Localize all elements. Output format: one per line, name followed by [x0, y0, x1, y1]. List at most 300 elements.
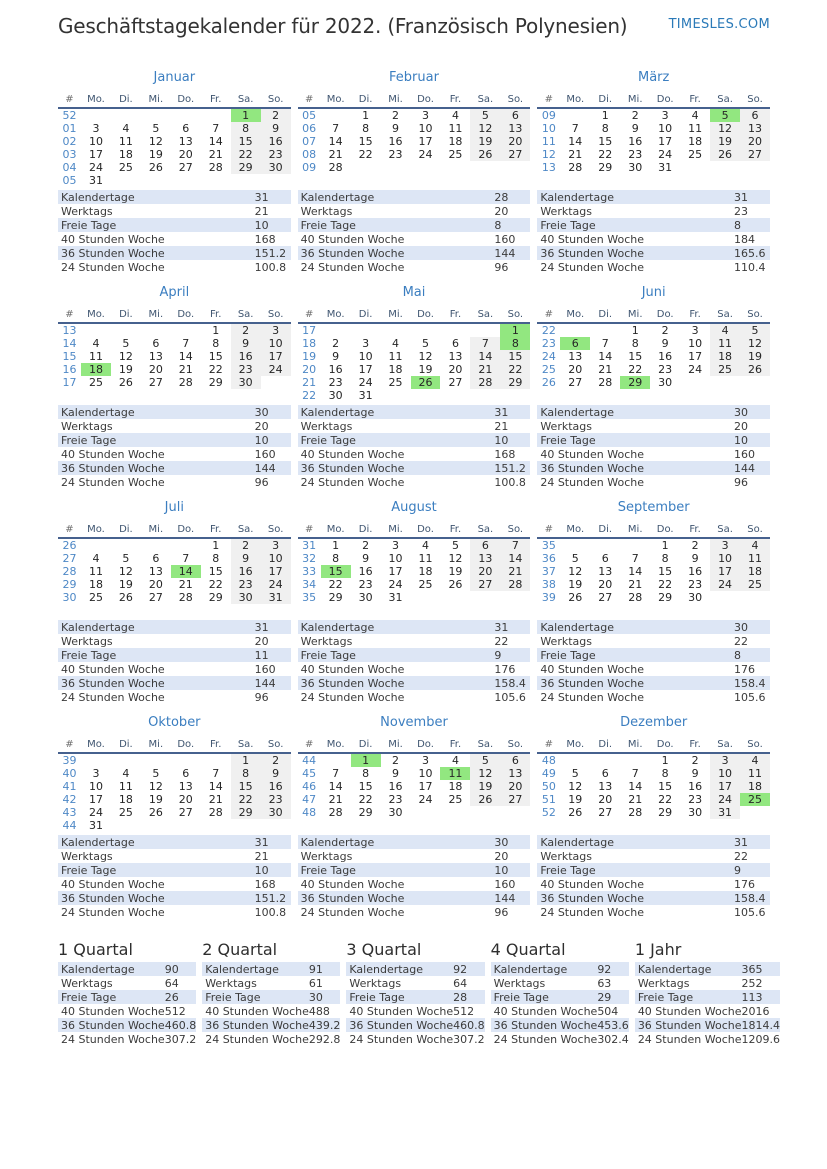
week-number: 46	[302, 780, 317, 793]
calendar-week-row	[58, 793, 291, 806]
day-cell: 6	[500, 108, 530, 122]
day-header: Mo.	[321, 524, 351, 538]
day-cell: 29	[500, 376, 530, 389]
week-number: 15	[62, 350, 77, 363]
stat-value: 105.6	[494, 690, 526, 704]
week-number: 01	[62, 122, 77, 135]
stat-value: 512	[164, 1004, 186, 1018]
stats-row	[537, 620, 770, 634]
day-header: Di.	[351, 524, 381, 538]
day-header: Do.	[171, 309, 201, 323]
week-number: 09	[302, 161, 317, 174]
stat-label: Freie Tage	[300, 648, 356, 662]
day-cell	[680, 376, 710, 389]
day-cell: 21	[598, 363, 613, 376]
month-juli	[58, 500, 291, 704]
stat-label: 24 Stunden Woche	[61, 1032, 165, 1046]
day-cell	[201, 108, 231, 122]
stat-label: 40 Stunden Woche	[349, 1004, 454, 1018]
day-header: Do.	[650, 524, 680, 538]
day-cell: 26	[710, 148, 740, 161]
stat-label: Werktags	[300, 204, 353, 218]
site-link[interactable]: TIMESLES.COM	[668, 17, 770, 32]
day-header: Mi.	[620, 309, 650, 323]
day-cell: 16	[231, 565, 261, 578]
stat-label: Freie Tage	[61, 648, 117, 662]
month-title: November	[380, 715, 448, 730]
calendar-header-row	[58, 739, 291, 753]
week-column-header: #	[537, 94, 560, 108]
calendar-table	[537, 309, 770, 389]
calendar-week-row	[298, 108, 531, 122]
stat-value: 64	[164, 976, 179, 990]
day-cell	[111, 538, 141, 552]
day-cell	[261, 376, 291, 389]
week-column-header: #	[298, 524, 321, 538]
stats-row	[58, 1032, 196, 1046]
week-number: 34	[302, 578, 317, 591]
day-cell: 1	[332, 539, 340, 552]
stats-row	[58, 891, 291, 905]
calendar	[298, 524, 531, 620]
day-cell: 16	[261, 135, 291, 148]
day-header: Di.	[111, 309, 141, 323]
day-cell	[411, 389, 441, 402]
stats-row	[537, 849, 770, 863]
day-cell: 7	[332, 122, 340, 135]
day-cell: 12	[740, 337, 770, 350]
day-cell	[201, 753, 231, 767]
day-cell: 30	[231, 376, 261, 389]
stats-row	[346, 1018, 484, 1032]
summary-title: 1 Quartal	[58, 940, 133, 959]
week-number: 48	[302, 806, 317, 819]
stat-value: 31	[254, 620, 269, 634]
stats-row	[202, 976, 340, 990]
stat-label: 24 Stunden Woche	[540, 260, 645, 274]
stats-row	[58, 648, 291, 662]
day-cell: 26	[448, 578, 463, 591]
stat-label: 24 Stunden Woche	[349, 1032, 454, 1046]
day-cell: 23	[688, 578, 703, 591]
month-title: Mai	[402, 285, 426, 300]
stat-value: 512	[453, 1004, 475, 1018]
day-cell: 30	[231, 591, 261, 604]
stat-value: 144	[734, 461, 755, 475]
day-header: So.	[740, 739, 770, 753]
day-cell: 9	[691, 552, 699, 565]
stat-label: Freie Tage	[540, 433, 596, 447]
day-cell: 2	[392, 109, 400, 122]
stats-table	[298, 190, 531, 274]
day-cell	[381, 323, 411, 337]
stat-value: 176	[734, 877, 755, 891]
day-cell: 14	[598, 350, 613, 363]
day-cell	[710, 376, 740, 389]
day-cell: 25	[88, 591, 103, 604]
stats-row	[58, 1018, 196, 1032]
calendar-week-row	[298, 161, 531, 174]
week-number: 09	[541, 109, 556, 122]
day-cell: 5	[152, 122, 160, 135]
day-cell: 8	[212, 552, 220, 565]
stats-row	[58, 962, 196, 976]
day-cell: 1	[601, 109, 609, 122]
day-header: Mi.	[141, 739, 171, 753]
day-cell: 22	[328, 578, 343, 591]
stat-label: 40 Stunden Woche	[300, 232, 405, 246]
day-cell: 7	[631, 552, 639, 565]
day-cell: 10	[710, 552, 740, 565]
day-header: Sa.	[231, 94, 261, 108]
day-cell: 11	[710, 337, 740, 350]
week-number: 07	[302, 135, 317, 148]
stats-row	[58, 863, 291, 877]
holiday-day-cell: 1	[231, 108, 261, 122]
stats-table	[346, 962, 484, 1046]
day-cell: 4	[122, 767, 130, 780]
week-column-header: #	[537, 739, 560, 753]
day-cell	[590, 753, 620, 767]
day-cell: 20	[598, 793, 613, 806]
stat-value: 30	[254, 405, 269, 419]
calendar-header-row	[58, 524, 291, 538]
stats-row	[58, 634, 291, 648]
day-cell: 21	[208, 793, 223, 806]
day-cell: 3	[710, 753, 740, 767]
stat-value: 460.8	[453, 1018, 485, 1032]
stats-row	[298, 433, 531, 447]
day-cell: 12	[470, 122, 500, 135]
stat-label: Werktags	[540, 419, 592, 433]
day-cell	[111, 323, 141, 337]
stat-value: 105.6	[734, 690, 766, 704]
stat-label: 36 Stunden Woche	[637, 1018, 742, 1032]
day-cell	[470, 389, 500, 402]
day-cell	[440, 591, 470, 604]
stat-value: 96	[254, 690, 269, 704]
day-cell: 19	[118, 363, 133, 376]
day-cell: 13	[470, 552, 500, 565]
day-cell: 9	[261, 122, 291, 135]
day-cell: 15	[358, 780, 373, 793]
day-cell: 21	[500, 565, 530, 578]
week-number: 17	[302, 324, 317, 337]
stat-label: Kalendertage	[300, 620, 375, 634]
day-cell	[171, 108, 201, 122]
stats-table	[58, 190, 291, 274]
stats-row	[635, 976, 780, 990]
day-cell: 21	[628, 578, 643, 591]
calendar-week-row	[298, 552, 531, 565]
day-cell: 9	[332, 350, 340, 363]
day-cell: 30	[261, 806, 291, 819]
stats-row	[635, 990, 780, 1004]
day-cell: 9	[362, 552, 370, 565]
day-cell: 8	[332, 552, 340, 565]
calendar-week-row	[58, 135, 291, 148]
stats-table	[58, 835, 291, 919]
day-cell: 17	[418, 135, 433, 148]
day-cell: 15	[208, 350, 223, 363]
week-number: 24	[541, 350, 556, 363]
month-title: Oktober	[148, 715, 201, 730]
holiday-day-cell: 1	[351, 753, 381, 767]
day-cell	[141, 753, 171, 767]
day-cell: 28	[328, 806, 343, 819]
calendar-week-row	[58, 108, 291, 122]
day-cell: 8	[362, 767, 370, 780]
month-title: Dezember	[620, 715, 688, 730]
day-cell: 4	[122, 122, 130, 135]
day-cell: 16	[688, 780, 703, 793]
day-cell: 19	[148, 148, 163, 161]
holiday-day-cell: 14	[171, 565, 201, 578]
stat-value: 113	[741, 990, 763, 1004]
day-cell: 27	[178, 806, 193, 819]
stat-value: 151.2	[254, 891, 287, 905]
stat-value: 20	[254, 634, 269, 648]
stat-value: 151.2	[254, 246, 287, 260]
day-cell	[321, 753, 351, 767]
week-number: 17	[62, 376, 77, 389]
holiday-day-cell: 1	[500, 323, 530, 337]
stat-label: 24 Stunden Woche	[493, 1032, 598, 1046]
day-cell: 19	[740, 350, 770, 363]
week-number: 11	[541, 135, 556, 148]
day-cell: 25	[118, 806, 133, 819]
stat-label: 36 Stunden Woche	[61, 246, 165, 260]
day-header: Fr.	[440, 739, 470, 753]
week-number: 27	[62, 552, 77, 565]
stat-value: 158.4	[734, 676, 766, 690]
stat-value: 2016	[741, 1004, 770, 1018]
day-cell	[411, 323, 441, 337]
day-header: Do.	[411, 739, 441, 753]
day-cell: 8	[231, 122, 261, 135]
week-number: 19	[302, 350, 317, 363]
day-cell: 17	[88, 793, 103, 806]
day-cell: 14	[328, 780, 343, 793]
day-cell: 3	[392, 539, 400, 552]
day-header: Mo.	[560, 524, 590, 538]
day-cell: 22	[658, 793, 673, 806]
week-number: 22	[302, 389, 317, 402]
day-cell: 25	[388, 376, 403, 389]
stat-value: 8	[734, 648, 741, 662]
stats-table	[202, 962, 340, 1046]
stat-value: 504	[597, 1004, 619, 1018]
stats-row	[537, 405, 770, 419]
stat-label: Kalendertage	[349, 962, 424, 976]
day-cell: 9	[231, 552, 261, 565]
stat-label: 40 Stunden Woche	[61, 1004, 165, 1018]
day-cell: 17	[388, 565, 403, 578]
calendar-week-row	[298, 578, 531, 591]
day-cell: 21	[328, 148, 343, 161]
summary-title: 4 Quartal	[490, 940, 566, 959]
day-cell	[740, 591, 770, 604]
day-cell: 19	[710, 135, 740, 148]
month-title: Juli	[164, 500, 184, 515]
day-cell: 29	[231, 161, 261, 174]
stats-row	[298, 218, 531, 232]
calendar-week-row	[58, 161, 291, 174]
calendar-week-row	[58, 819, 291, 832]
calendar-week-row	[537, 148, 770, 161]
day-cell	[740, 376, 770, 389]
week-number: 41	[62, 780, 77, 793]
day-cell: 8	[231, 767, 261, 780]
day-cell: 26	[568, 806, 583, 819]
week-number: 43	[62, 806, 77, 819]
day-cell: 13	[448, 350, 463, 363]
day-cell: 21	[178, 578, 193, 591]
day-cell: 20	[178, 148, 193, 161]
day-cell	[81, 108, 111, 122]
week-number: 48	[541, 754, 556, 767]
stats-table	[298, 835, 531, 919]
stat-label: 24 Stunden Woche	[540, 905, 645, 919]
day-cell	[171, 753, 201, 767]
week-number: 03	[62, 148, 77, 161]
stats-row	[58, 260, 291, 274]
day-cell: 13	[598, 780, 613, 793]
stats-row	[537, 662, 770, 676]
stats-row	[58, 905, 291, 919]
day-header: So.	[261, 524, 291, 538]
day-cell	[381, 389, 411, 402]
week-number: 30	[62, 591, 77, 604]
day-header: Fr.	[680, 739, 710, 753]
day-header: Sa.	[231, 309, 261, 323]
stat-value: 9	[494, 648, 502, 662]
day-cell: 12	[118, 350, 133, 363]
week-number: 31	[302, 539, 317, 552]
day-cell: 15	[658, 780, 673, 793]
day-cell: 5	[122, 337, 130, 350]
stat-value: 10	[254, 218, 269, 232]
calendar-week-row	[537, 323, 770, 337]
day-cell	[500, 591, 530, 604]
stats-row	[491, 976, 629, 990]
stats-row	[58, 447, 291, 461]
week-number: 05	[302, 109, 317, 122]
day-cell: 29	[208, 591, 223, 604]
stat-label: Freie Tage	[493, 990, 549, 1004]
stats-row	[58, 475, 291, 489]
calendar-week-row	[537, 161, 770, 174]
stats-row	[298, 620, 531, 634]
calendar-week-row	[298, 591, 531, 604]
day-cell: 18	[710, 350, 740, 363]
day-cell: 26	[148, 161, 163, 174]
calendar-week-row	[58, 337, 291, 350]
calendar-table	[58, 309, 291, 389]
day-cell: 26	[568, 591, 583, 604]
day-cell: 13	[178, 135, 193, 148]
day-cell: 15	[231, 135, 261, 148]
day-cell: 16	[658, 350, 673, 363]
calendar-week-row	[537, 363, 770, 376]
stats-row	[58, 1004, 196, 1018]
stats-row	[58, 190, 291, 204]
stats-row	[537, 260, 770, 274]
day-cell: 24	[710, 793, 740, 806]
day-cell: 31	[88, 819, 103, 832]
day-cell: 18	[740, 565, 770, 578]
stat-label: Freie Tage	[300, 863, 356, 877]
stat-label: Kalendertage	[61, 835, 135, 849]
stat-label: Werktags	[61, 204, 113, 218]
stat-label: Werktags	[540, 634, 592, 648]
day-header: Mo.	[81, 94, 111, 108]
day-cell	[470, 591, 500, 604]
stat-value: 488	[308, 1004, 330, 1018]
stats-row	[58, 246, 291, 260]
calendar-week-row	[58, 806, 291, 819]
calendar-week-row	[537, 753, 770, 767]
day-cell: 26	[740, 363, 770, 376]
stats-row	[298, 190, 531, 204]
day-cell: 12	[148, 780, 163, 793]
month-title: August	[391, 500, 437, 515]
day-cell: 2	[362, 539, 370, 552]
day-cell: 18	[448, 780, 463, 793]
day-header: Sa.	[470, 309, 500, 323]
week-number: 28	[62, 565, 77, 578]
stat-label: 36 Stunden Woche	[540, 676, 645, 690]
calendar	[58, 94, 291, 190]
stats-row	[58, 433, 291, 447]
stat-label: 40 Stunden Woche	[540, 662, 645, 676]
day-cell: 30	[261, 161, 291, 174]
stat-value: 31	[254, 835, 269, 849]
stat-value: 20	[254, 419, 269, 433]
day-cell: 23	[231, 363, 261, 376]
day-cell: 17	[261, 350, 291, 363]
stats-table	[298, 405, 531, 489]
calendar-header-row	[58, 94, 291, 108]
stat-label: Werktags	[61, 634, 113, 648]
day-header: Sa.	[470, 524, 500, 538]
week-number: 21	[302, 376, 317, 389]
day-cell: 27	[178, 161, 193, 174]
day-header: Do.	[411, 524, 441, 538]
day-cell: 9	[261, 767, 291, 780]
holiday-day-cell: 25	[740, 793, 770, 806]
day-header: Di.	[111, 524, 141, 538]
day-cell: 12	[448, 552, 463, 565]
stat-value: 1814.4	[741, 1018, 781, 1032]
day-cell	[710, 591, 740, 604]
day-header: Sa.	[470, 94, 500, 108]
stat-value: 31	[734, 835, 748, 849]
day-cell: 29	[358, 806, 373, 819]
day-cell: 6	[601, 767, 609, 780]
day-cell: 22	[208, 578, 223, 591]
day-cell: 22	[500, 363, 530, 376]
stat-label: 36 Stunden Woche	[349, 1018, 454, 1032]
day-cell: 1	[212, 324, 220, 337]
day-cell: 27	[500, 793, 530, 806]
day-cell: 18	[88, 578, 103, 591]
day-header: Di.	[351, 739, 381, 753]
day-cell: 25	[118, 161, 133, 174]
day-cell: 18	[448, 135, 463, 148]
day-cell: 15	[231, 780, 261, 793]
stats-row	[298, 419, 531, 433]
